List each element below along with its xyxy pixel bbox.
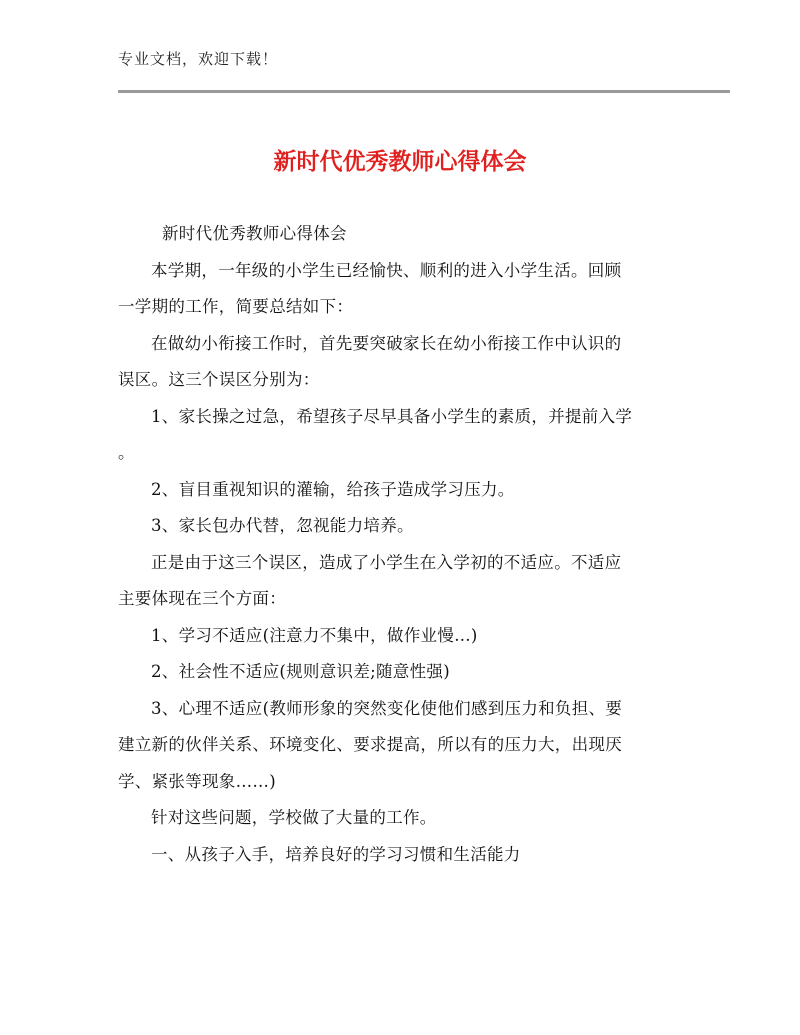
body-paragraph-line: 学、紧张等现象……) <box>118 771 276 791</box>
body-paragraph-line: 本学期，一年级的小学生已经愉快、顺利的进入小学生活。回顾 <box>151 260 622 280</box>
body-paragraph-line: 3、家长包办代替，忽视能力培养。 <box>151 516 414 535</box>
body-paragraph-line: 3、心理不适应(教师形象的突然变化使他们感到压力和负担、要 <box>151 698 623 718</box>
body-paragraph-line: 在做幼小衔接工作时，首先要突破家长在幼小衔接工作中认识的 <box>151 333 622 353</box>
body-paragraph-line: 正是由于这三个误区，造成了小学生在入学初的不适应。不适应 <box>151 552 622 572</box>
body-paragraph-line: 2、社会性不适应(规则意识差;随意性强) <box>151 662 450 681</box>
body-paragraph-line: 1、学习不适应(注意力不集中，做作业慢…) <box>151 625 478 645</box>
body-paragraph-line: 误区。这三个误区分别为： <box>118 370 320 389</box>
body-section-heading: 一、从孩子入手，培养良好的学习习惯和生活能力 <box>151 844 521 864</box>
body-paragraph-line: 1、家长操之过急，希望孩子尽早具备小学生的素质，并提前入学 <box>151 406 633 426</box>
body-paragraph-line: 一学期的工作，简要总结如下： <box>118 297 354 316</box>
body-subtitle: 新时代优秀教师心得体会 <box>162 224 347 243</box>
body-paragraph-line: 建立新的伙伴关系、环境变化、要求提高，所以有的压力大，出现厌 <box>118 735 622 754</box>
body-paragraph-line: 2、盲目重视知识的灌输，给孩子造成学习压力。 <box>151 479 515 499</box>
header-note: 专业文档，欢迎下载！ <box>118 50 279 68</box>
document-title: 新时代优秀教师心得体会 <box>273 149 527 175</box>
body-paragraph-line: 主要体现在三个方面： <box>118 589 286 608</box>
document-body <box>118 216 683 873</box>
body-paragraph-line: 针对这些问题，学校做了大量的工作。 <box>151 808 437 827</box>
body-paragraph-line: 。 <box>118 443 135 462</box>
header-divider <box>118 90 730 93</box>
